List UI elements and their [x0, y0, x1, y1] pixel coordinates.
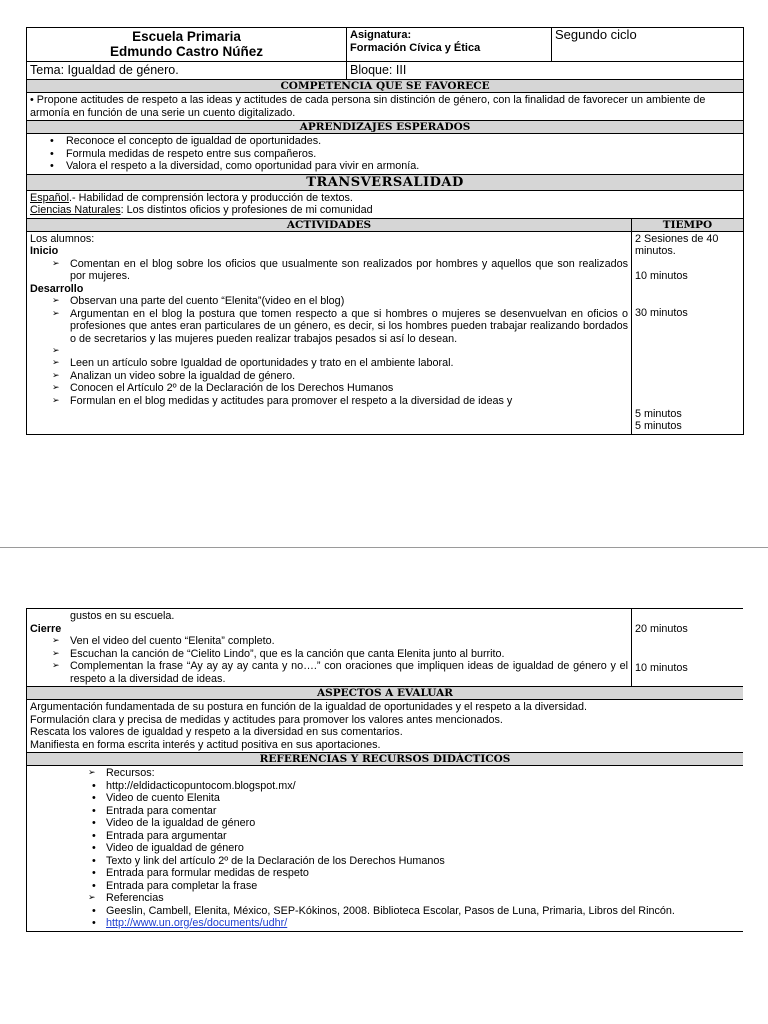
list-item: • Reconoce el concepto de igualdad de oportunidades. [30, 135, 740, 148]
block-cell: Bloque: III [347, 62, 744, 80]
school-name: Escuela Primaria Edmundo Castro Núñez [27, 28, 347, 62]
subject-cell: Asignatura: Formación Cívica y Ética [347, 28, 552, 62]
transversalidad-text: Español.- Habilidad de comprensión lectora y producción de textos. Ciencias Naturales: Los distintos oficios y profesiones de mi comunidad [27, 190, 744, 218]
competencia-heading: COMPETENCIA QUE SE FAVORECE [27, 80, 744, 93]
list-item: ➢ Formulan en el blog medidas y actitudes para promover el respeto a la diversidad de ideas y [30, 395, 628, 408]
list-item: ➢ Leen un artículo sobre Igualdad de oportunidades y trato en el ambiente laboral. [30, 357, 628, 370]
aprendizajes-list [27, 134, 744, 175]
list-item: ➢ Comentan en el blog sobre los oficios que usualmente son realizados por hombres y aquellos que son realizados por mujeres. [30, 258, 628, 283]
list-item: • http://eldidacticopuntocom.blogspot.mx/ [30, 780, 740, 793]
referencias-content [27, 766, 744, 932]
list-item: • Entrada para completar la frase [30, 880, 740, 893]
list-item: ➢ Escuchan la canción de “Cielito Lindo”, que es la canción que canta Elenita junto al burrito. [30, 648, 628, 661]
referencias-heading: REFERENCIAS Y RECURSOS DIDÁCTICOS [27, 753, 744, 766]
lesson-plan-table-continued [26, 608, 743, 932]
list-item: ➢ Argumentan en el blog la postura que tomen respecto a que si hombres o mujeres se desenvuelvan en oficios o profesiones que antes eran particulares de un género, es decir, si los hombres pueden trabajar realizando bordados o de secretarios y las mujeres pueden realizar trabajos pesados si así lo desean. [30, 308, 628, 346]
inicio-label: Inicio [30, 245, 59, 257]
evaluar-content: Argumentación fundamentada de su postura en función de la igualdad de oportunidades y el respeto a la diversidad. Formulación clara y precisa de medidas y actitudes para promover los valores antes mencionados. Rescata los valores de igualdad y respeto a la diversidad en sus comentarios. Manifiesta en forma escrita interés y actitud positiva en sus aportaciones. [27, 700, 744, 753]
list-item: • Valora el respeto a la diversidad, como oportunidad para vivir en armonía. [30, 160, 740, 173]
list-item: • Formula medidas de respeto entre sus compañeros. [30, 148, 740, 161]
desarrollo-label: Desarrollo [30, 282, 84, 295]
tiempo-heading: TIEMPO [632, 218, 744, 231]
actividades-content: Los alumnos: Inicio ➢ Comentan en el blog sobre los oficios que usualmente son realizados por hombres y aquellos que son realizados por mujeres. Desarrollo ➢ Observan una parte del cuento “Elenita”(video en el blog) ➢ Argumentan en el blog la postura que tomen respecto a que si hombres o mujeres se desenvuelvan en oficios o profesiones que antes eran particulares de un género, es decir, si los hombres pueden trabajar realizando bordados o de secretarios y las mujeres pueden realizar trabajos pesados si así lo desean. ➢ ➢ Leen un artículo sobre Igualdad de oportunidades y trato en el ambiente laboral. ➢ Analizan un video sobre la igualdad de género. ➢ Conocen el Artículo 2º de la Declaración de los Derechos Humanos ➢ Formulan en el blog medidas y actitudes para promover el respeto a la diversidad de ideas y [27, 231, 632, 434]
list-item: • Video de la igualdad de género [30, 817, 740, 830]
list-item: • Video de igualdad de género [30, 842, 740, 855]
evaluar-heading: ASPECTOS A EVALUAR [27, 687, 744, 700]
aprendizajes-heading: APRENDIZAJES ESPERADOS [27, 121, 744, 134]
reference-book: • Geeslin, Cambell, Elenita, México, SEP-Kókinos, 2008. Biblioteca Escolar, Pasos de Luna, Primaria, Libros del Rincón. [30, 905, 740, 918]
list-item: • Texto y link del artículo 2º de la Declaración de los Derechos Humanos [30, 855, 740, 868]
list-item: ➢ Conocen el Artículo 2º de la Declaración de los Derechos Humanos [30, 382, 628, 395]
list-item: ➢ Complementan la frase “Ay ay ay ay canta y no….” con oraciones que impliquen ideas de igualdad de género y el respeto a la diversidad de ideas. [30, 660, 628, 685]
transversalidad-heading: TRANSVERSALIDAD [27, 174, 744, 190]
competencia-text: • Propone actitudes de respeto a las ideas y actitudes de cada persona sin distinción de género, con la finalidad de favorecer un ambiente de armonía en función de una serie un cuento digitalizado. [27, 93, 744, 121]
list-item: • Video de cuento Elenita [30, 792, 740, 805]
cycle-cell: Segundo ciclo [552, 28, 744, 62]
list-item: • Entrada para comentar [30, 805, 740, 818]
list-item: • Entrada para formular medidas de respeto [30, 867, 740, 880]
blank-line [30, 345, 628, 357]
document-page-2 [26, 608, 743, 1024]
cierre-label: Cierre [30, 622, 62, 635]
actividades-heading: ACTIVIDADES [27, 218, 632, 231]
document-page-1 [26, 27, 743, 435]
referencias-label: ➢ Referencias [30, 892, 740, 905]
cierre-time-column: 20 minutos 10 minutos [632, 609, 744, 687]
list-item: • Entrada para argumentar [30, 830, 740, 843]
topic-cell: Tema: Igualdad de género. [27, 62, 347, 80]
lesson-plan-table [26, 27, 744, 435]
recursos-label: ➢ Recursos: [30, 767, 740, 780]
cierre-content: gustos en su escuela. Cierre ➢ Ven el video del cuento “Elenita” completo. ➢ Escuchan la canción de “Cielito Lindo”, que es la canción que canta Elenita junto al burrito. ➢ Complementan la frase “Ay ay ay ay canta y no….” con oraciones que impliquen ideas de igualdad de género y el respeto a la diversidad de ideas. [27, 609, 632, 687]
reference-link[interactable]: • http://www.un.org/es/documents/udhr/ [30, 917, 740, 930]
page-separator [0, 547, 768, 548]
tiempo-column: 2 Sesiones de 40 minutos. 10 minutos 30 minutos 5 minutos 5 minutos [632, 231, 744, 434]
list-item: ➢ Observan una parte del cuento “Elenita”(video en el blog) [30, 295, 628, 308]
list-item: ➢ Analizan un video sobre la igualdad de género. [30, 370, 628, 383]
list-item: ➢ Ven el video del cuento “Elenita” completo. [30, 635, 628, 648]
